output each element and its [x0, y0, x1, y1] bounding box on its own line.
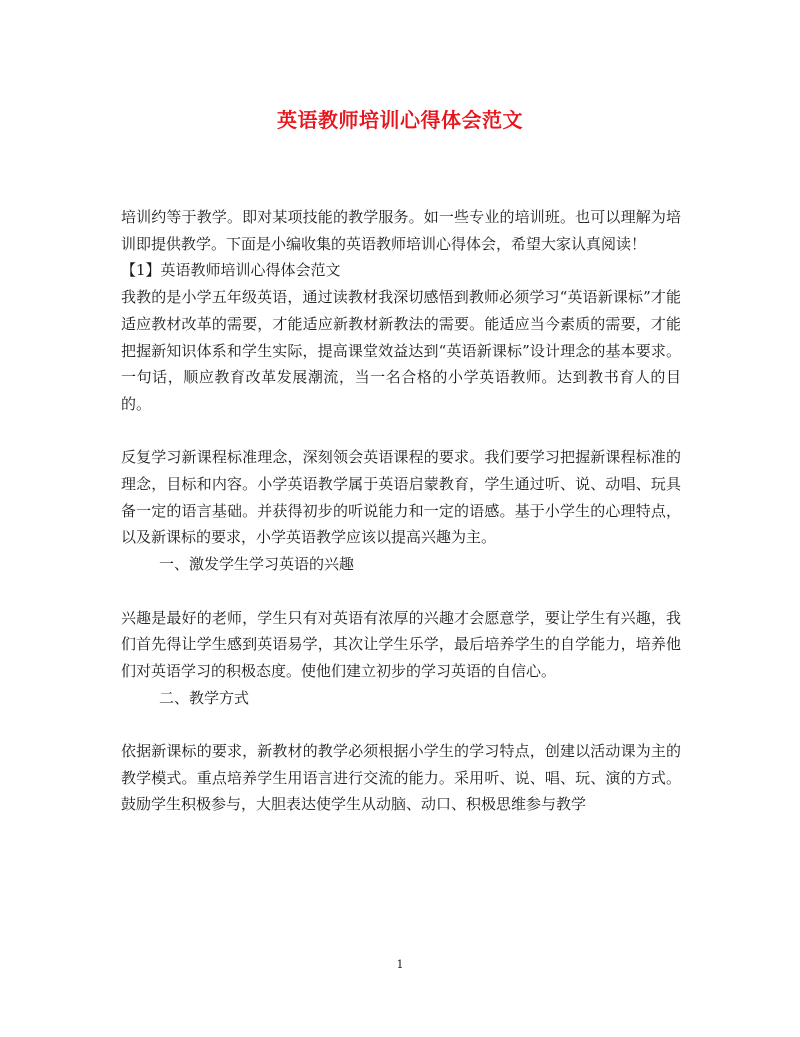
body-paragraph-4: 依据新课标的要求，新教材的教学必须根据小学生的学习特点，创建以活动课为主的教学模式。重点培养学生用语言进行交流的能力。采用听、说、唱、玩、演的方式。鼓励学生积极参与，大胆表达使学生从动脑、动口、积极思维参与教学 [121, 742, 681, 814]
document-title: 英语教师培训心得体会范文 [277, 108, 523, 132]
blank-line [121, 711, 681, 738]
subheading-teaching-method: 二、教学方式 [159, 688, 250, 707]
section-heading-1: 【1】英语教师培训心得体会范文 [121, 261, 341, 280]
blank-line [121, 578, 681, 605]
subheading-interest: 一、激发学生学习英语的兴趣 [159, 555, 355, 574]
body-paragraph-3: 兴趣是最好的老师，学生只有对英语有浓厚的兴趣才会愿意学，要让学生有兴趣，我们首先得让学生感到英语易学，其次让学生乐学，最后培养学生的自学能力，培养他们对英语学习的积极态度。使他们建立初步的学习英语的自信心。 [121, 608, 681, 680]
body-paragraph-1: 我教的是小学五年级英语，通过读教材我深切感悟到教师必须学习“英语新课标”才能适应教材改革的需要，才能适应新教材新教法的需要。能适应当今素质的需要，才能把握新知识体系和学生实际，提高课堂效益达到“英语新课标”设计理念的基本要求。一句话，顺应教育改革发展潮流，当一名合格的小学英语教师。达到教书育人的目的。 [121, 288, 681, 413]
blank-line [121, 418, 681, 445]
body-paragraph-2: 反复学习新课程标准理念，深刻领会英语课程的要求。我们要学习把握新课程标准的理念，目标和内容。小学英语教学属于英语启蒙教育，学生通过听、说、动唱、玩具备一定的语言基础。并获得初步的听说能力和一定的语感。基于小学生的心理特点，以及新课标的要求，小学英语教学应该以提高兴趣为主。 [121, 448, 681, 547]
intro-paragraph: 培训约等于教学。即对某项技能的教学服务。如一些专业的培训班。也可以理解为培训即提供教学。下面是小编收集的英语教师培训心得体会，希望大家认真阅读！ [121, 208, 681, 253]
page-number: 1 [396, 958, 404, 971]
document-body [121, 204, 681, 818]
